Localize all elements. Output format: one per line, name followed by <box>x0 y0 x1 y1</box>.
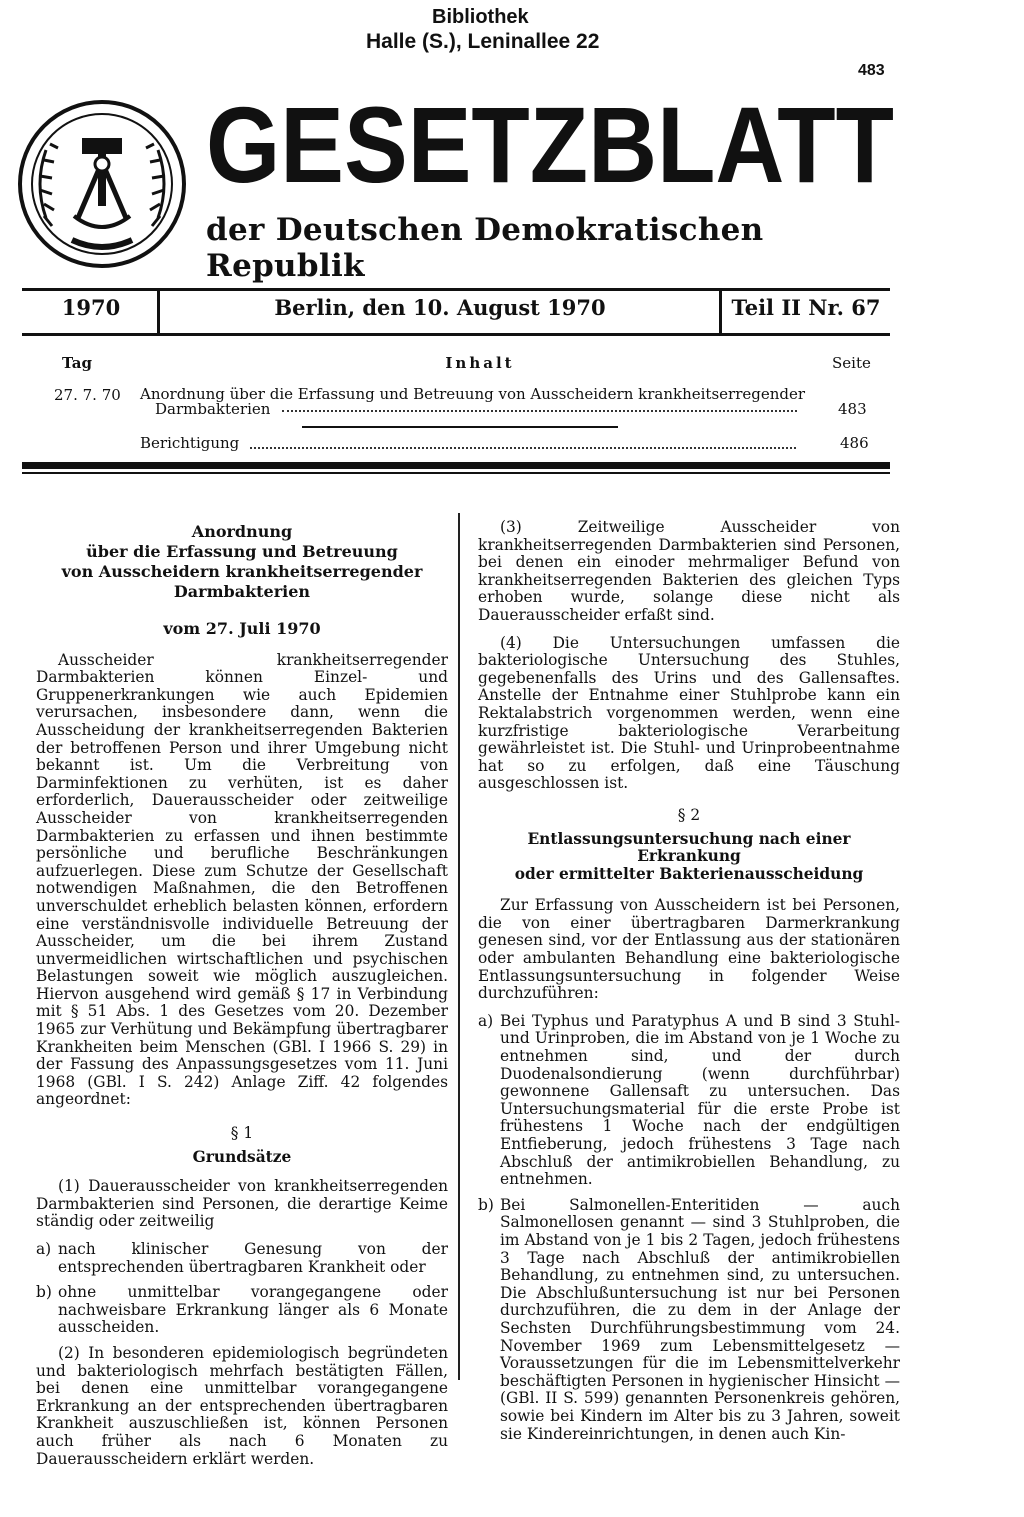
list-item-text: Bei Typhus und Paratyphus A und B sind 3 Stuhl- und Urinproben, die im Abstand von je 1 Woche zu entnehmen sind, und der durch Duodenalsondierung (wenn durchführbar) gewonnene Gallensaft zu untersuchen. Das Untersuchungsmaterial für die erste Probe ist frühestens 1 Woche nach der endgültigen Entfieberung, jedoch frühestens 3 Tage nach Abschluß der antimikrobiellen Behandlung, zu entnehmen. <box>500 1011 900 1189</box>
list-item-label: b) <box>36 1283 52 1302</box>
issue-year: 1970 <box>61 295 121 320</box>
toc-header-contents: Inhalt <box>445 354 515 372</box>
page-number: 483 <box>858 62 885 79</box>
toc-entry-day: 27. 7. 70 <box>54 386 121 404</box>
toc-bottom-rule-thin <box>22 472 890 474</box>
ordinance-title-line: Darmbakterien <box>173 582 311 601</box>
list-item-label: a) <box>478 1011 494 1030</box>
toc-header-day: Tag <box>62 354 92 372</box>
toc-entry-title[interactable]: Berichtigung <box>140 434 240 452</box>
list-item-text: Bei Salmonellen-Enteritiden — auch Salmonellosen genannt — sind 3 Stuhlproben, die im Abstand von je 1 bis 2 Tagen, jedoch frühestens 3 Tage nach Abschluß der antimikrobiellen Behandlung, zu entnehmen sind, zu untersuchen. Die Abschlußuntersuchung ist nur bei Personen durchzuführen, die zu dem in der Anlage der Sechsten Durchführungsbestimmung vom 24. November 1969 zum Lebensmittelgesetz — Voraussetzungen für die im Lebensmittelverkehr beschäftigten Personen in hygienischer Hinsicht — (GBl. II S. 599) genannten Personenkreis gehören, sowie bei Kindern im Alter bis zu 3 Jahren, soweit sie Kindereinrichtungen, in denen auch Kin- <box>500 1195 900 1443</box>
issue-date: Berlin, den 10. August 1970 <box>274 295 606 320</box>
ordinance-title <box>36 522 448 602</box>
toc-entry-title[interactable]: Anordnung über die Erfassung und Betreuung von Ausscheidern krankheitserregender <box>140 385 806 403</box>
issue-part: Teil II Nr. 67 <box>731 295 881 320</box>
list-item <box>36 1284 448 1337</box>
preamble: Ausscheider krankheitserregender Darmbakterien können Einzel- und Gruppenerkrankungen wie auch Epidemien verursachen, insbesondere dann, wenn die Ausscheidung der krankheitserregenden Bakterien der betroffenen Person und ihrer Umgebung nicht bekannt ist. Um die Verbreitung von Darminfektionen zu verhüten, ist es daher erforderlich, Dauerausscheider oder zeitweilige Ausscheider von krankheitserregenden Darmbakterien zu erfassen und ihnen bestimmte persönliche und berufliche Beschränkungen aufzuerlegen. Diese zum Schutze der Gesellschaft notwendigen Maßnahmen, die den Betroffenen unverschuldet erheblich belasten können, erfordern eine verständnisvolle individuelle Betreuung der Ausscheider, um die bei ihrem Zustand unvermeidlichen wirtschaftlichen und psychischen Belastungen soweit wie möglich auszugleichen. Hiervon ausgehend wird gemäß § 17 in Verbindung mit § 51 Abs. 1 des Gesetzes vom 20. Dezember 1965 zur Verhütung und Bekämpfung übertragbarer Krankheiten beim Menschen (GBl. I 1966 S. 29) in der Fassung des Anpassungsgesetzes vom 11. Juni 1968 (GBl. I S. 242) Anlage Ziff. 42 folgendes angeordnet: <box>36 650 448 1109</box>
toc-bottom-rule <box>22 462 890 469</box>
list-item-label: a) <box>36 1240 52 1258</box>
section-1-number: § 1 <box>230 1124 254 1143</box>
list-item-label: b) <box>478 1195 494 1214</box>
toc-header-page: Seite <box>832 354 871 372</box>
masthead-title <box>206 84 906 205</box>
section-2-title-line1: Entlassungsuntersuchung nach einer Erkrankung <box>527 829 851 866</box>
section-1-para-4: (4) Die Untersuchungen umfassen die bakteriologische Untersuchung des Stuhles, gegebenenfalls des Urins und des Gallensaftes. Anstelle der Entnahme einer Stuhlprobe kann ein Rektalabstrich vorgenommen werden, wenn eine kurzfristige bakteriologische Verarbeitung gewährleistet ist. Die Stuhl- und Urinprobeentnahme hat so zu erfolgen, daß eine Täuschung ausgeschlossen ist. <box>478 633 900 793</box>
right-column <box>478 519 900 1451</box>
ordinance-date: vom 27. Juli 1970 <box>163 619 321 638</box>
list-item <box>478 1013 900 1189</box>
section-1-para-3: (3) Zeitweilige Ausscheider von krankheitserregenden Darmbakterien sind Personen, bei denen ein einoder mehrmaliger Befund von krankheitserregenden Bakterien des gleichen Typs erhoben wurde, solange diese nicht als Dauerausscheider erfaßt sind. <box>478 518 900 624</box>
masthead-text: GESETZBLATT <box>206 84 894 205</box>
section-1-para-2: (2) In besonderen epidemiologisch begründeten und bakteriologisch mehrfach bestätigten Fällen, bei denen eine unmittelbar vorangegangene Erkrankung an der entsprechenden übertragbaren Krankheit auszuschließen ist, können Personen auch früher als nach 6 Monaten zu Dauerausscheidern erklärt werden. <box>36 1343 448 1468</box>
ordinance-title-line: Anordnung <box>191 522 293 541</box>
toc-separator <box>302 426 618 428</box>
column-divider <box>458 513 460 1380</box>
section-2-intro: Zur Erfassung von Ausscheidern ist bei Personen, die von einer übertragbaren Darmerkrankung genesen sind, vor der Entlassung aus der stationären oder ambulanten Behandlung eine bakteriologische Entlassungsuntersuchung in folgender Weise durchzuführen: <box>478 896 900 1003</box>
section-2-number: § 2 <box>677 805 701 824</box>
ordinance-title-line: über die Erfassung und Betreuung <box>86 542 398 561</box>
section-1-title: Grundsätze <box>192 1147 292 1166</box>
left-column <box>36 522 448 1478</box>
library-stamp-line2: Halle (S.), Leninallee 22 <box>366 30 600 53</box>
gdr-coat-of-arms-icon <box>16 98 188 270</box>
list-item <box>36 1241 448 1276</box>
list-item-text: ohne unmittelbar vorangegangene oder nachweisbare Erkrankung länger als 6 Monate ausscheiden. <box>58 1283 448 1337</box>
toc-entry-page: 483 <box>838 400 867 418</box>
list-item-text: nach klinischer Genesung von der entsprechenden übertragbaren Krankheit oder <box>58 1240 448 1276</box>
masthead-subtitle: der Deutschen Demokratischen Republik <box>206 212 764 284</box>
section-2-title-line2: oder ermittelter Bakterienausscheidung <box>514 864 864 883</box>
toc-entry-page: 486 <box>840 434 869 452</box>
list-item <box>478 1197 900 1443</box>
section-1-para-1: (1) Dauerausscheider von krankheitserregenden Darmbakterien sind Personen, die derartige Keime ständig oder zeitweilig <box>36 1177 448 1231</box>
toc-entry-title-cont[interactable]: Darmbakterien <box>155 400 271 418</box>
toc-leader-dots <box>250 447 796 449</box>
ordinance-title-line: von Ausscheidern krankheitserregender <box>61 562 423 581</box>
toc-leader-dots <box>282 410 797 412</box>
library-stamp-line1: Bibliothek <box>432 6 529 28</box>
